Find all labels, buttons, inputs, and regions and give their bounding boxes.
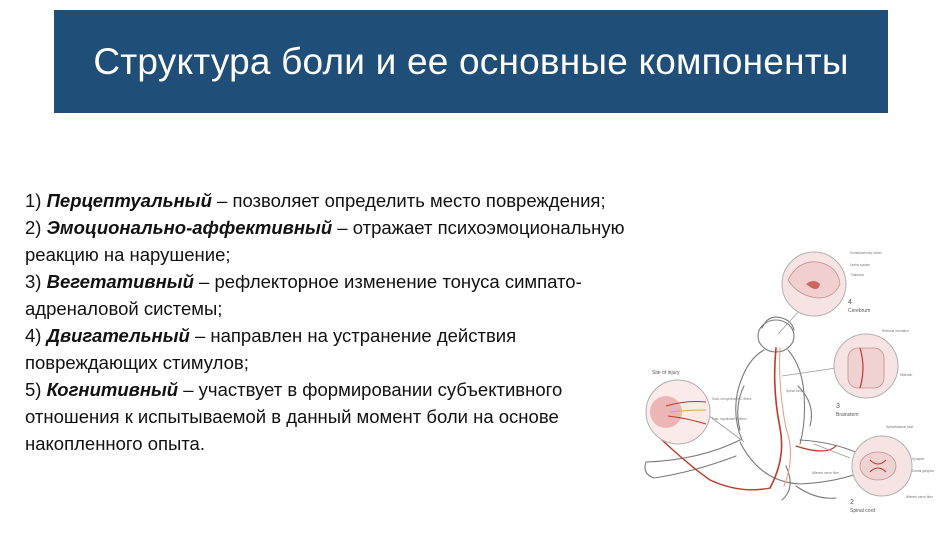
- limbic-label: Limbic system: [850, 263, 871, 267]
- item-description: – рефлекторное изменение тонуса симпато-адреналовой системы;: [25, 271, 582, 319]
- brainstem-number: 3: [836, 403, 840, 410]
- component-item: [25, 268, 635, 322]
- title-banner: [54, 10, 888, 113]
- brainstem-inset: [834, 329, 912, 418]
- item-term: Эмоционально-аффективный: [46, 217, 333, 238]
- spinal-cord-side-label: Spinal cord: [786, 389, 802, 393]
- item-number: 3): [25, 271, 42, 292]
- reticular-label: Reticular formation: [882, 329, 909, 333]
- thalamus-label: Thalamus: [850, 273, 864, 277]
- component-item: [25, 214, 635, 268]
- component-item: [25, 322, 635, 376]
- item-number: 4): [25, 325, 42, 346]
- synapse-label: Synapse: [912, 457, 925, 461]
- component-item: [25, 187, 635, 214]
- slow-fibers-label: Slow, unmyelinated C fibers: [712, 397, 752, 401]
- afferent-side-label: Afferent nerve fiber: [812, 471, 840, 475]
- item-number: 1): [25, 190, 42, 211]
- site-label: Site of injury: [652, 370, 680, 376]
- midbrain-label: Midbrain: [900, 373, 913, 377]
- component-item: [25, 376, 635, 457]
- item-description: – участвует в формировании субъективного отношения к испытываемой в данный момент боли на основе накопленного опыта.: [25, 379, 563, 454]
- item-number: 2): [25, 217, 42, 238]
- fast-fibers-label: Fast, myelinated A fibers: [712, 417, 747, 421]
- item-term: Когнитивный: [46, 379, 179, 400]
- item-number: 5): [25, 379, 42, 400]
- item-description: – позволяет определить место повреждения;: [211, 190, 606, 211]
- item-term: Вегетативный: [46, 271, 194, 292]
- connector-lines: [696, 308, 850, 458]
- components-list: [25, 187, 635, 457]
- item-description: – направлен на устранение действия повреждающих стимулов;: [25, 325, 517, 373]
- item-description: – отражает психоэмоциональную реакцию на нарушение;: [25, 217, 625, 265]
- dorsal-ganglion-label: Dorsal ganglion: [912, 469, 935, 473]
- pain-pathway-illustration: [636, 236, 935, 526]
- spinal-number: 2: [850, 499, 854, 506]
- spinothalamic-label: Spinothalamic tract: [886, 425, 914, 429]
- cerebrum-inset: [782, 251, 882, 316]
- item-term: Двигательный: [46, 325, 190, 346]
- item-term: Перцептуальный: [46, 190, 212, 211]
- cerebrum-label: Cerebrum: [848, 308, 871, 314]
- afferent-label: Afferent nerve fiber: [906, 495, 934, 499]
- somatosensory-label: Somatosensory cortex: [850, 251, 882, 255]
- brainstem-label: Brainstem: [836, 412, 859, 418]
- cerebrum-number: 4: [848, 299, 852, 306]
- slide-title: Структура боли и ее основные компоненты: [93, 40, 849, 82]
- spinal-cord-inset: [850, 425, 934, 514]
- spinal-label: Spinal cord: [850, 508, 876, 514]
